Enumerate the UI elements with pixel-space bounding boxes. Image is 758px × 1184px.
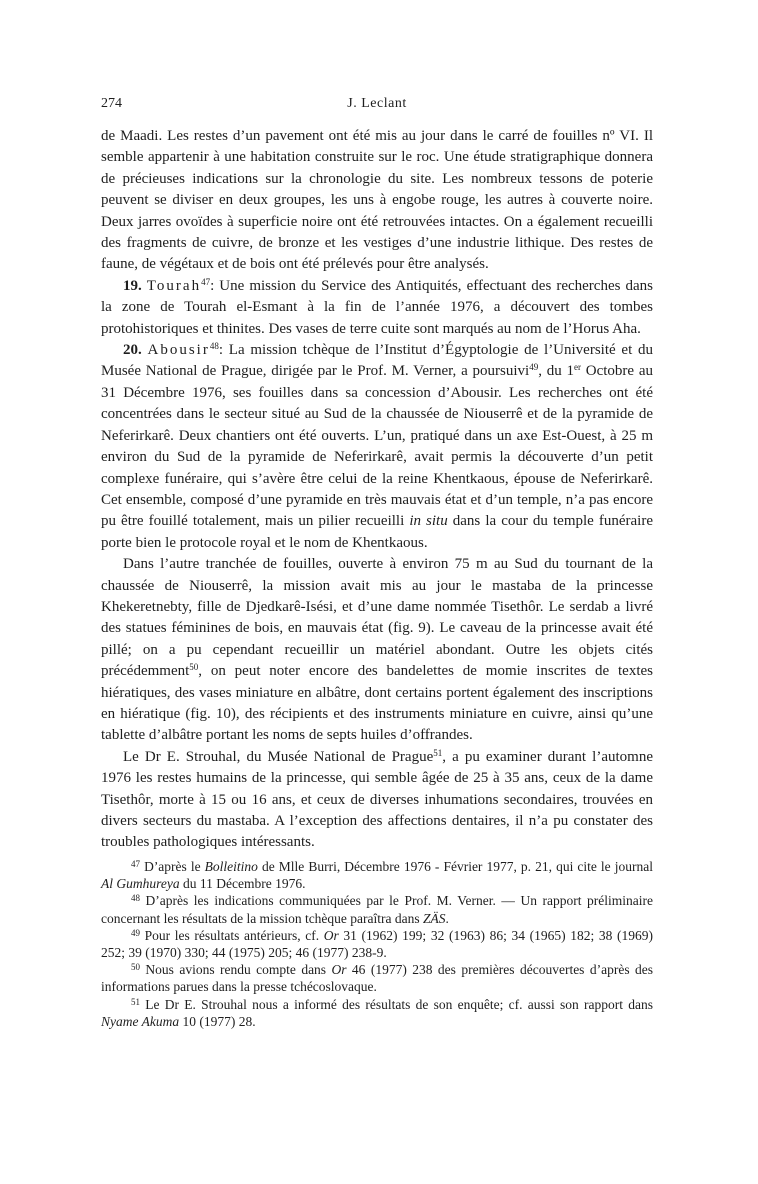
italic-title: Bolleitino: [204, 859, 258, 874]
paragraph-mastaba: [101, 554, 653, 747]
page-number: 274: [101, 96, 122, 111]
paragraph-text: , du 1: [538, 363, 574, 380]
place-name: Abousir: [147, 342, 210, 359]
paragraph-text: : La mission tchèque de l’Institut d’Égyptologie de l’Université et du Musée National de Prague, dirigée par le Prof. M. Verner, a poursuivi: [101, 342, 654, 380]
section-number: 20.: [123, 342, 142, 359]
footnote-text: 10 (1977) 28.: [179, 1013, 256, 1029]
footnote-ref: 49: [529, 362, 539, 373]
footnote-text: du 11 Décembre 1976.: [179, 876, 306, 892]
paragraph-strouhal: [101, 747, 653, 854]
footnote-text: D’après le: [140, 859, 205, 874]
footnote-51: [101, 996, 653, 1030]
running-head: J. Leclant: [347, 96, 407, 111]
footnote-ref: 47: [201, 276, 211, 287]
italic-term: in situ: [409, 513, 448, 530]
main-text: [101, 126, 653, 854]
footnote-text: D’après les indications communiquées par le Prof. M. Verner. — Un rapport préliminaire concernant les résultats de la mission tchèque paraîtra dans: [101, 893, 653, 926]
footnote-text: de Mlle Burri, Décembre 1976 - Février 1977, p. 21, qui cite le journal: [257, 859, 653, 874]
footnote-number: 50: [131, 962, 140, 973]
footnote-text: Le Dr E. Strouhal nous a informé des résultats de son enquête; cf. aussi son rapport dans: [140, 996, 653, 1012]
footnote-48: [101, 892, 653, 926]
italic-title: Al Gumhureya: [101, 876, 180, 892]
footnote-49: [101, 927, 653, 961]
footnote-number: 48: [131, 893, 140, 904]
footnote-ref: 50: [189, 662, 199, 673]
footnote-text: .: [445, 910, 449, 926]
place-name: Tourah: [146, 277, 202, 294]
footnote-text: Pour les résultats antérieurs, cf.: [140, 927, 324, 943]
footnote-47: [101, 858, 653, 892]
paragraph-maadi: de Maadi. Les restes d’un pavement ont été mis au jour dans le carré de fouilles nº VI. Il semble appartenir à une habitation construite sur le roc. Une étude stratigraphique donnera de précieuses indications sur la chronologie du site. Les nombreux tessons de poterie peuvent se diviser en deux groupes, les uns à engobe rouge, les autres à couverte noire. Deux jarres ovoïdes à superficie noire ont été retrouvées intactes. On a également recueilli des fragments de cuivre, de bronze et les vestiges d’une industrie lithique. Des restes de faune, de végétaux et de bois ont été prélevés pour être analysés.: [101, 128, 653, 273]
footnote-number: 51: [131, 996, 140, 1007]
page-header: [101, 96, 653, 116]
italic-title: ZÄS: [423, 910, 446, 926]
footnote-text: Nous avions rendu compte dans: [140, 962, 332, 978]
footnote-ref: 48: [209, 341, 219, 352]
footnotes: [101, 858, 653, 1030]
paragraph-text: Octobre au 31 Décembre 1976, ses fouilles dans sa concession d’Abousir. Les recherches ont été concentrées dans le secteur situé au Sud de la chaussée de Niouserrê et de la pyramide de Neferirkarê. Deux chantiers ont été ouverts. L’un, pratiqué dans un axe Est-Ouest, à 25 m environ du Sud de la pyramide de Neferirkarê, avait permis la découverte d’un petit complexe funéraire, qui s’avère être celui de la reine Khentkaous, épouse de Neferirkarê. Cet ensemble, composé d’une pyramide en très mauvais état et d’un temple, n’a pas encore pu être fouillé totalement, mais un pilier recueilli: [101, 363, 653, 530]
footnote-text: 46 (1977) 238 des premières découvertes d’après des informations parues dans la presse tchécoslovaque.: [101, 962, 653, 995]
paragraph-abousir: [101, 340, 653, 554]
paragraph-text: dans la cour du temple funéraire porte bien le protocole royal et le nom de Khentkaous.: [101, 513, 653, 551]
italic-title: Or: [323, 927, 339, 943]
footnote-text: 31 (1962) 199; 32 (1963) 86; 34 (1965) 182; 38 (1969) 252; 39 (1970) 330; 44 (1975) 205; 46 (1977) 238-9.: [101, 927, 653, 961]
italic-title: Nyame Akuma: [101, 1013, 180, 1029]
footnote-number: 49: [131, 927, 140, 938]
footnote-50: [101, 961, 653, 995]
footnote-number: 47: [131, 859, 140, 869]
paragraph-text: , on peut noter encore des bandelettes de momie inscrites de textes hiératiques, des vases miniature en albâtre, dont certains portent également des inscriptions en hiératique (fig. 10), des récipients et des instruments miniature en cuivre, ainsi qu’une tablette d’albâtre portant les noms de septs huiles d’offrandes.: [101, 663, 653, 744]
ordinal-suffix: er: [573, 362, 581, 373]
paragraph-text: Le Dr E. Strouhal, du Musée National de Prague: [123, 748, 434, 765]
section-number: 19.: [123, 277, 142, 294]
paragraph-text: , a pu examiner durant l’automne 1976 les restes humains de la princesse, qui semble âgée de 25 à 35 ans, ceux de la dame Tisethôr, morte à 15 ou 16 ans, et ceux de diverses inhumations secondaires, trouvées en divers secteurs du mastaba. A l’exception des affections dentaires, il n’a pu constater des troubles pathologiques intéressants.: [101, 748, 653, 851]
footnote-ref: 51: [433, 747, 443, 758]
paragraph-text: : Une mission du Service des Antiquités, effectuant des recherches dans la zone de Tourah el-Esmant à la fin de l’année 1976, a découvert des tombes protohistoriques et thinites. Des vases de terre cuite sont marqués au nom de l’Horus Aha.: [101, 277, 653, 337]
paragraph-text: Dans l’autre tranchée de fouilles, ouverte à environ 75 m au Sud du tournant de la chaussée de Niouserrê, la mission avait mis au jour le mastaba de la princesse Khekeretnebty, fille de Djedkarê-Isési, et d’une dame nommée Tisethôr. Le serdab a livré des statues féminines de bois, en mauvais état (fig. 9). Le caveau de la princesse avait été pillé; on a pu cependant recueillir un matériel abondant. Outre les objets cités précédemment: [101, 556, 653, 680]
paragraph-tourah: [101, 276, 653, 340]
italic-title: Or: [331, 962, 347, 978]
